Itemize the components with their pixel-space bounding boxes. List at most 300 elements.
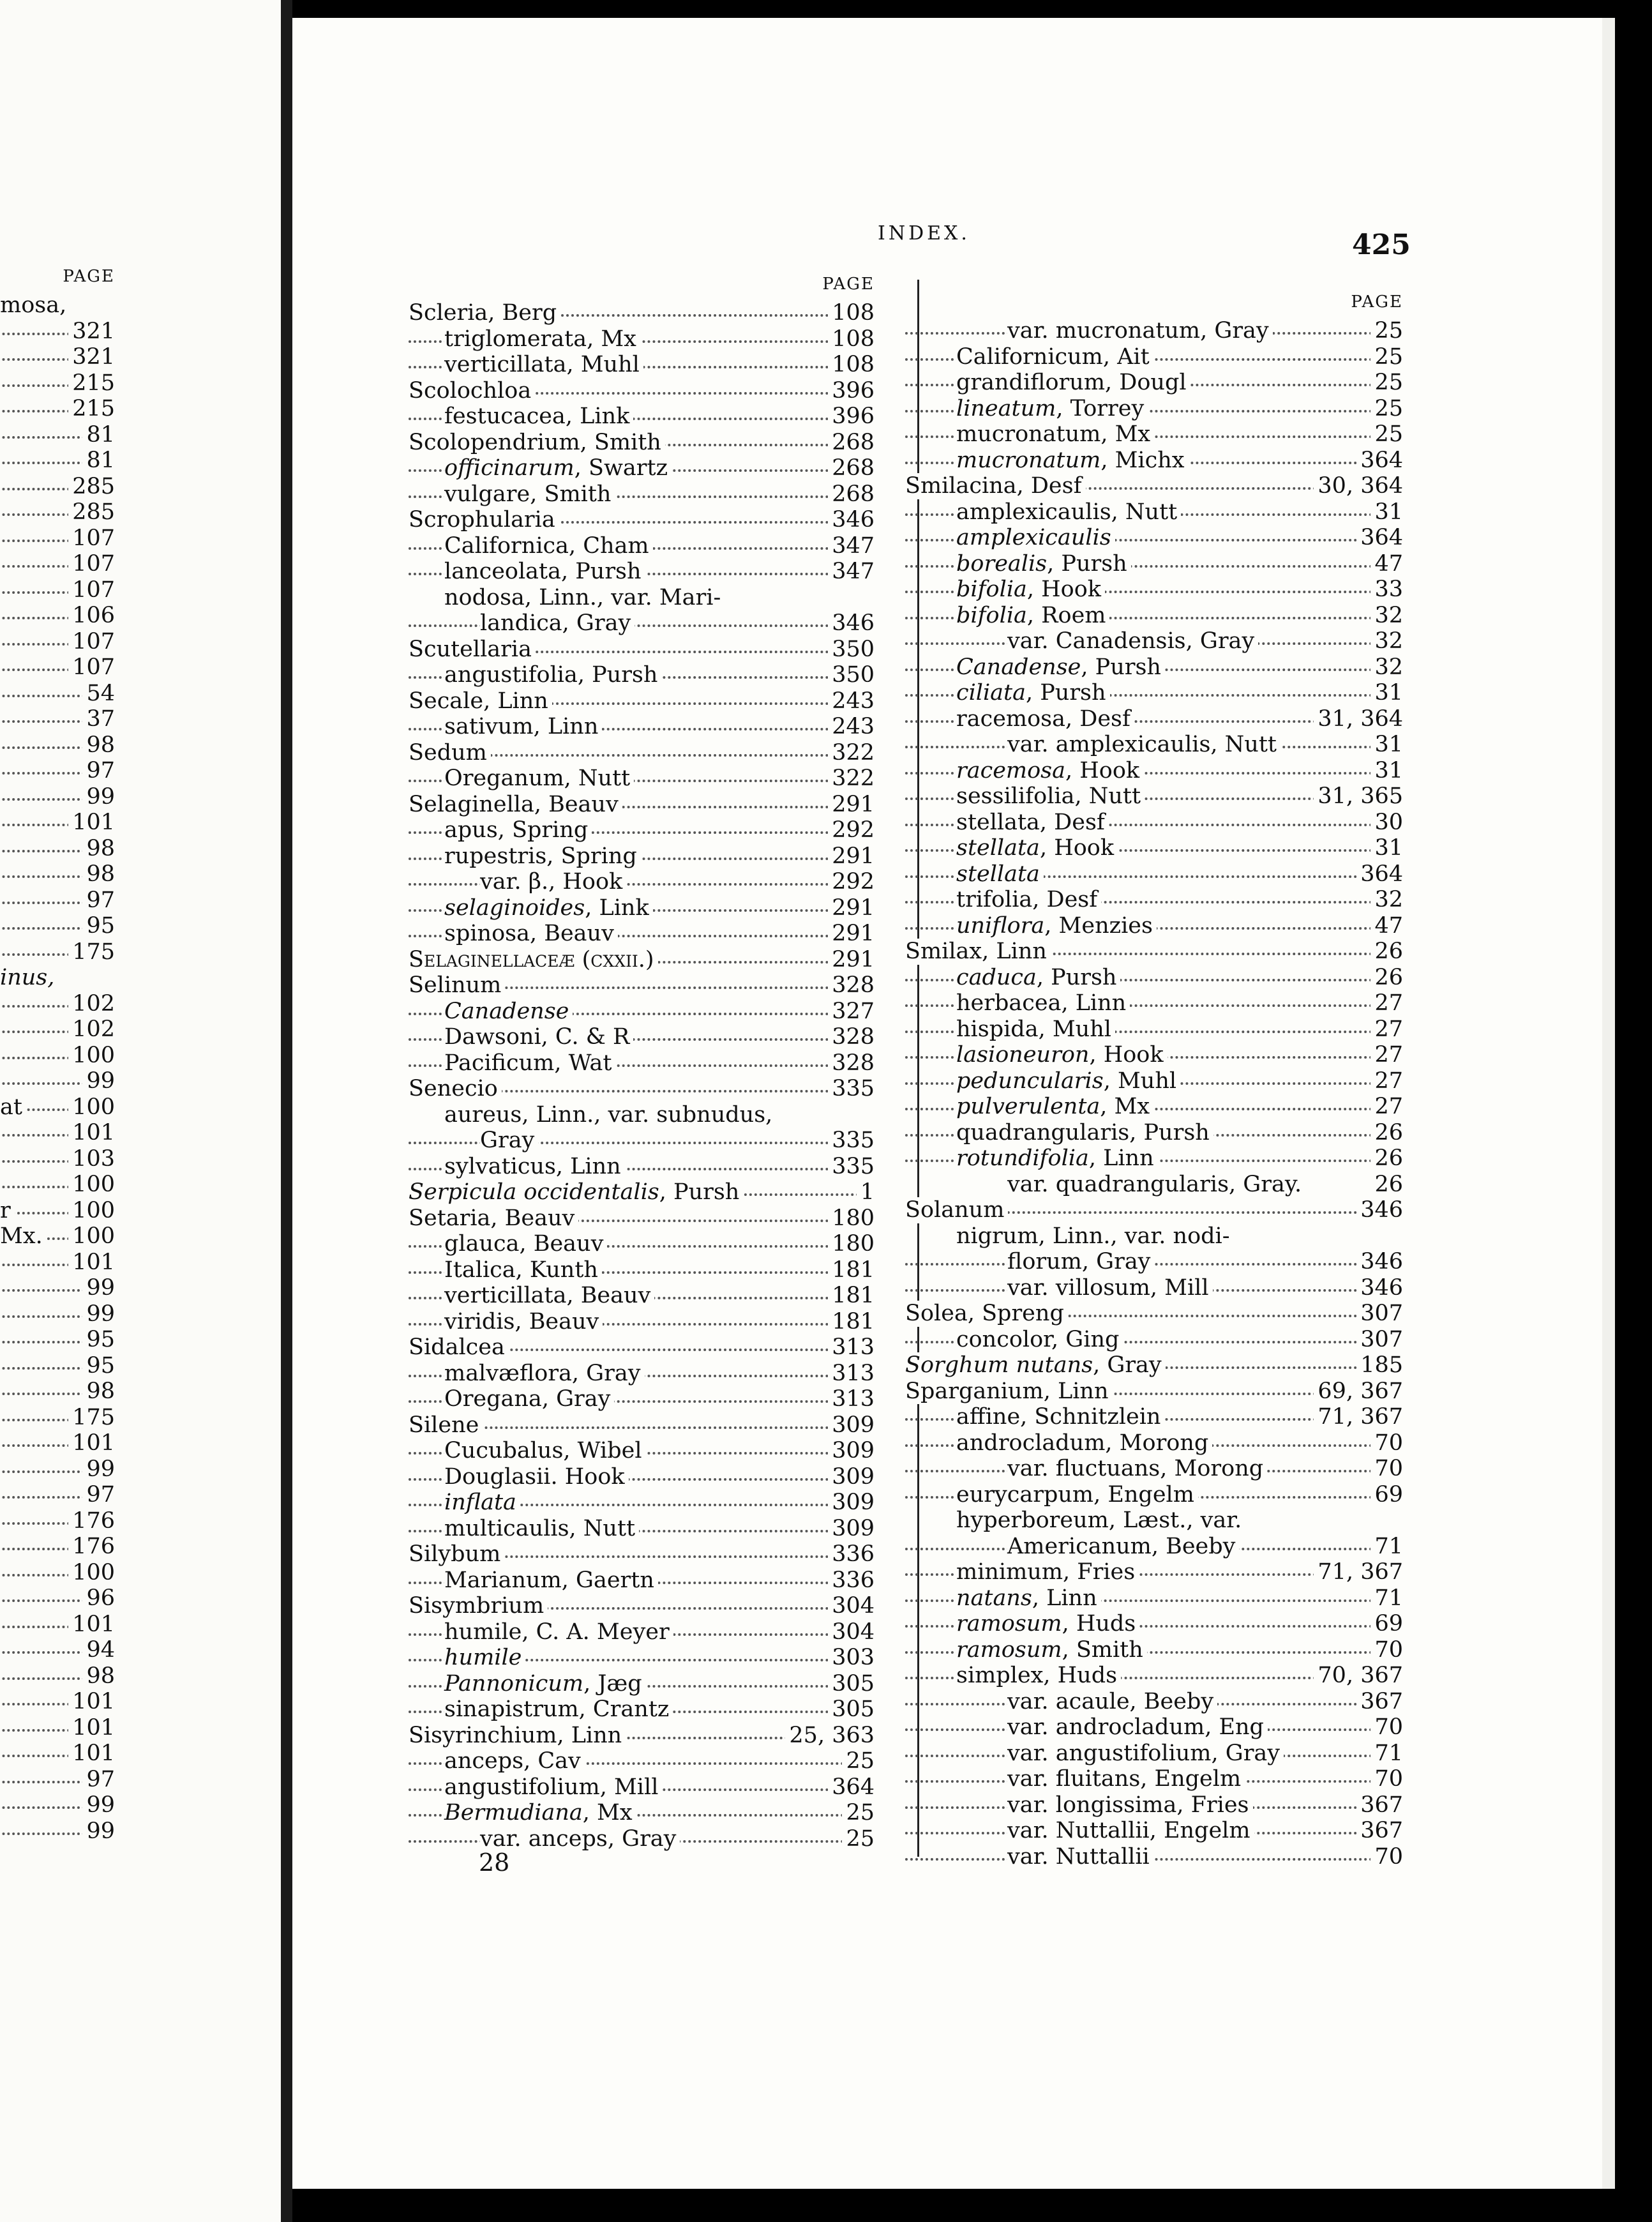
entry-term: Canadense, Pursh [956,654,1165,681]
index-entry [905,810,1403,836]
index-entry [409,1826,875,1852]
left-page-entry [0,706,115,732]
entry-term: Smilacina, Desf [905,473,1086,499]
left-page-entry [0,991,115,1017]
entry-page-ref: 99 [82,1792,115,1818]
index-entry [409,533,875,559]
left-page-entry [0,913,115,939]
entry-term: sativum, Linn [444,714,602,740]
left-page-entry [0,1379,115,1405]
left-page-entry [0,292,115,319]
entry-page-ref: 98 [82,861,115,888]
entry-page-ref: 107 [68,629,115,655]
entry-page-ref: 181 [828,1309,875,1335]
entry-page-ref: 98 [82,1663,115,1689]
entry-page-ref: 180 [828,1205,875,1232]
index-entry [905,628,1403,654]
index-entry [409,869,875,895]
index-entry [409,1179,875,1205]
entry-page-ref: 291 [828,843,875,870]
index-entry [905,1844,1403,1870]
entry-page-ref: 26 [1370,939,1403,965]
left-page-entry [0,1663,115,1689]
entry-term: Marianum, Gaertn [444,1568,658,1594]
entry-term: viridis, Beauv [444,1309,603,1335]
entry-term: verticillata, Beauv [444,1283,654,1309]
entry-page-ref: 100 [68,1172,115,1198]
entry-page-ref: 31 [1370,680,1403,706]
entry-term: var. villosum, Mill [1007,1275,1213,1301]
entry-term: Senecio [409,1076,502,1102]
entry-term: trifolia, Desf [956,887,1101,913]
entry-term: peduncularis, Muhl [956,1068,1180,1094]
entry-page-ref: 292 [828,817,875,843]
entry-page-ref: 243 [828,714,875,740]
entry-page-ref: 101 [68,810,115,836]
left-page-entry [0,888,115,914]
left-page-entry [0,758,115,784]
entry-term: var. amplexicaulis, Nutt [1007,732,1280,758]
entry-page-ref: 102 [68,991,115,1017]
entry-page-ref: 31, 365 [1314,783,1403,810]
entry-page-ref: 30 [1370,810,1403,836]
entry-term: var. androcladum, Eng [1007,1714,1268,1741]
entry-page-ref: 70 [1370,1844,1403,1870]
index-entry [409,714,875,740]
entry-page-ref: 313 [828,1361,875,1387]
index-entry [409,1283,875,1309]
entry-page-ref: 31 [1370,499,1403,525]
entry-page-ref: 71, 367 [1314,1404,1403,1430]
index-entry [409,404,875,430]
entry-term: Oreganum, Nutt [444,766,634,792]
left-page-entry [0,654,115,681]
entry-term: Smilax, Linn [905,939,1051,965]
left-page-entry [0,422,115,448]
index-entry [409,1748,875,1774]
left-page-entry [0,1146,115,1172]
index-entry [905,965,1403,991]
entry-page-ref: 309 [828,1412,875,1439]
entry-term: Scleria, Berg [409,300,560,326]
index-entry [409,378,875,404]
entry-term: sinapistrum, Crantz [444,1697,673,1723]
entry-page-ref: 285 [68,499,115,525]
entry-page-ref: 33 [1370,577,1403,603]
entry-page-ref: 99 [82,1275,115,1301]
entry-term: angustifolia, Pursh [444,662,661,688]
entry-page-ref: 305 [828,1697,875,1723]
entry-term-fragment: at [0,1094,26,1121]
entry-page-ref: 215 [68,396,115,422]
entry-page-ref: 285 [68,474,115,500]
entry-page-ref: 54 [82,681,115,707]
entry-page-ref: 71 [1370,1741,1403,1767]
left-page-entry [0,1120,115,1146]
index-entry [905,1714,1403,1741]
index-entry [905,1172,1403,1198]
entry-page-ref: 268 [828,481,875,508]
left-page-entry [0,681,115,707]
entry-term: quadrangularis, Pursh [956,1120,1213,1146]
left-page-entry [0,1767,115,1793]
entry-term: uniflora, Menzies [956,913,1157,939]
entry-page-ref: 71 [1370,1585,1403,1612]
entry-term: Sidalcea [409,1334,509,1361]
left-page-entry [0,1405,115,1431]
entry-term: landica, Gray [480,610,635,637]
index-entry [905,939,1403,965]
entry-page-ref: 176 [68,1508,115,1534]
entry-page-ref: 94 [82,1637,115,1663]
entry-page-ref: 81 [82,422,115,448]
index-entry [905,1482,1403,1508]
entry-term: sylvaticus, Linn [444,1154,625,1180]
entry-page-ref: 180 [828,1231,875,1257]
left-page-entry [0,1327,115,1353]
index-entry [409,1541,875,1568]
entry-term: triglomerata, Mx [444,326,640,352]
entry-term: anceps, Cav [444,1748,585,1774]
index-entry [409,1516,875,1542]
entry-term: stellata, Desf [956,810,1109,836]
entry-page-ref: 103 [68,1146,115,1172]
index-entry [905,318,1403,344]
entry-page-ref: 335 [828,1154,875,1180]
entry-term: vulgare, Smith [444,481,615,508]
entry-page-ref: 327 [828,999,875,1025]
index-entry [905,1094,1403,1120]
left-page-entry [0,525,115,552]
entry-page-ref: 101 [68,1120,115,1146]
index-entry [409,1671,875,1697]
entry-term: Sisyrinchium, Linn [409,1723,626,1749]
entry-page-ref: 69 [1370,1482,1403,1508]
entry-term: affine, Schnitzlein [956,1404,1164,1430]
entry-term: rupestris, Spring [444,843,641,870]
entry-page-ref: 336 [828,1568,875,1594]
index-entry [409,481,875,508]
entry-page-ref: 27 [1370,1042,1403,1068]
index-entry [409,1568,875,1594]
index-entry [905,1741,1403,1767]
index-entry [409,1464,875,1490]
entry-term-fragment: mosa, [0,292,70,319]
entry-page-ref: 215 [68,370,115,397]
index-entry [409,1334,875,1361]
entry-term: minimum, Fries [956,1559,1139,1585]
index-entry [905,1404,1403,1430]
entry-page-ref: 101 [68,1715,115,1741]
entry-term: nigrum, Linn., var. nodi- [956,1223,1234,1250]
entry-page-ref: 70 [1370,1456,1403,1482]
entry-page-ref: 367 [1356,1818,1403,1844]
entry-page-ref: 70, 367 [1314,1663,1403,1689]
entry-term: ciliata, Pursh [956,680,1110,706]
entry-page-ref: 108 [828,326,875,352]
entry-page-ref: 69, 367 [1314,1379,1403,1405]
left-page-entry [0,1818,115,1845]
entry-page-ref: 243 [828,688,875,714]
index-entry [905,1068,1403,1094]
entry-page-ref: 31 [1370,758,1403,784]
index-entry [905,783,1403,810]
entry-page-ref: 27 [1370,1094,1403,1120]
index-entry [905,551,1403,577]
left-page-entry [0,1017,115,1043]
entry-term: var. fluctuans, Morong [1007,1456,1267,1482]
index-entry [409,1774,875,1801]
index-entry [409,766,875,792]
index-entry [409,817,875,843]
entry-term: Serpicula occidentalis, Pursh [409,1179,743,1205]
left-page-entry [0,1637,115,1663]
entry-page-ref: 347 [828,559,875,585]
entry-page-ref: 99 [82,1456,115,1483]
index-entry [905,887,1403,913]
index-entry [905,990,1403,1017]
index-entry [905,1792,1403,1818]
index-entry [905,1430,1403,1456]
entry-term: stellata [956,861,1044,888]
index-entry [409,1257,875,1283]
entry-page-ref: 321 [68,344,115,370]
entry-page-ref: 70 [1370,1714,1403,1741]
entry-page-ref: 98 [82,836,115,862]
entry-term: var. quadrangularis, Gray. [1007,1172,1305,1198]
entry-term: var. Nuttallii, Engelm [1007,1818,1254,1844]
entry-page-ref: 181 [828,1283,875,1309]
scan-border-top [292,0,1652,18]
left-page-entry [0,1275,115,1301]
entry-page-ref: 336 [828,1541,875,1568]
entry-page-ref: 309 [828,1490,875,1516]
entry-term: Silene [409,1412,483,1439]
entry-term: racemosa, Desf [956,706,1134,732]
entry-page-ref: 70 [1370,1430,1403,1456]
entry-page-ref: 100 [68,1094,115,1121]
entry-term: humile [444,1645,525,1671]
entry-term: inflata [444,1490,520,1516]
left-page-entry [0,861,115,888]
entry-page-ref: 101 [68,1250,115,1276]
index-entry [905,1456,1403,1482]
entry-term: Sorghum nutans, Gray [905,1352,1166,1379]
left-page-entry [0,965,115,991]
entry-page-ref: 26 [1370,1120,1403,1146]
entry-term: amplexicaulis, Nutt [956,499,1181,525]
entry-term: amplexicaulis [956,525,1115,551]
index-entry [905,1534,1403,1560]
entry-term-fragment: inus, [0,965,58,991]
entry-page-ref: 37 [82,706,115,732]
entry-page-ref: 364 [1356,861,1403,888]
left-page-fragment [0,0,281,2222]
index-entry [905,421,1403,448]
left-page-entry [0,1715,115,1741]
left-page-entry [0,732,115,759]
entry-term: lanceolata, Pursh [444,559,645,585]
index-entry [905,370,1403,396]
index-entry [905,1818,1403,1844]
entry-page-ref: 25 [1370,370,1403,396]
left-page-index-column [0,261,115,1844]
entry-page-ref: 95 [82,1327,115,1353]
entry-term: malvæflora, Gray [444,1361,645,1387]
entry-page-ref: 96 [82,1585,115,1612]
entry-page-ref: 25 [1370,396,1403,422]
entry-term-fragment: Mx. [0,1223,47,1250]
index-entry [409,1231,875,1257]
index-entry [905,913,1403,939]
index-entry [905,396,1403,422]
entry-term: var. β., Hook [480,869,626,895]
entry-page-ref: 346 [1356,1197,1403,1223]
entry-page-ref: 100 [68,1560,115,1586]
index-entry [905,473,1403,499]
entry-term: hispida, Muhl [956,1017,1115,1043]
entry-page-ref: 305 [828,1671,875,1697]
entry-term: Solanum [905,1197,1008,1223]
entry-page-ref: 367 [1356,1792,1403,1818]
entry-term: Cucubalus, Wibel [444,1438,646,1464]
entry-term: var. longissima, Fries [1007,1792,1253,1818]
entry-page-ref: 346 [1356,1249,1403,1275]
left-page-entry [0,629,115,655]
entry-page-ref: 268 [828,455,875,481]
index-entry [409,1128,875,1154]
entry-term: pulverulenta, Mx [956,1094,1153,1120]
index-entry [409,947,875,973]
index-entry [905,1352,1403,1379]
entry-page-ref: 175 [68,939,115,965]
entry-page-ref: 309 [828,1464,875,1490]
left-page-entry [0,784,115,810]
entry-page-ref: 31 [1370,835,1403,861]
entry-term: Setaria, Beauv [409,1205,578,1232]
index-entry [409,921,875,947]
entry-page-ref: 350 [828,637,875,663]
index-entry [409,688,875,714]
entry-term: eurycarpum, Engelm [956,1482,1198,1508]
entry-term: Selaginellaceæ (cxxii.) [409,947,658,973]
entry-term: hyperboreum, Læst., var. [956,1508,1245,1534]
entry-page-ref: 185 [1356,1352,1403,1379]
entry-page-ref: 307 [1356,1301,1403,1327]
left-page-entry [0,1250,115,1276]
entry-page-ref: 304 [828,1593,875,1619]
entry-term: Bermudiana, Mx [444,1800,636,1826]
entry-term: festucacea, Link [444,404,633,430]
entry-page-ref: 47 [1370,551,1403,577]
index-entry [409,895,875,921]
entry-page-ref: 25 [842,1826,875,1852]
left-page-entry [0,319,115,345]
left-page-entry [0,370,115,397]
left-page-entry [0,474,115,500]
entry-page-ref: 98 [82,732,115,759]
entry-term: var. angustifolium, Gray [1007,1741,1284,1767]
entry-term: Sisymbrium [409,1593,548,1619]
entry-page-ref: 101 [68,1689,115,1715]
entry-page-ref: 335 [828,1128,875,1154]
entry-page-ref: 176 [68,1534,115,1560]
entry-term: Pannonicum, Jæg [444,1671,646,1697]
entry-page-ref: 101 [68,1430,115,1456]
index-entry [905,835,1403,861]
entry-page-ref: 99 [82,1301,115,1327]
index-entry [409,740,875,766]
entry-page-ref: 101 [68,1612,115,1638]
entry-page-ref: 106 [68,603,115,629]
entry-page-ref: 99 [82,784,115,810]
entry-term: verticillata, Muhl [444,352,643,378]
index-entry [409,507,875,533]
entry-term: ramosum, Smith [956,1637,1147,1663]
index-entry [905,344,1403,370]
entry-page-ref: 27 [1370,990,1403,1017]
entry-page-ref: 98 [82,1379,115,1405]
index-entry [905,1766,1403,1792]
index-entry [409,610,875,637]
index-entry [409,1154,875,1180]
entry-page-ref: 32 [1370,628,1403,654]
entry-page-ref: 313 [828,1386,875,1412]
left-page-entry [0,1043,115,1069]
entry-term: Douglasii. Hook [444,1464,629,1490]
entry-page-ref: 364 [1356,448,1403,474]
left-page-entry [0,1456,115,1483]
entry-page-ref: 107 [68,577,115,603]
index-entry [409,1309,875,1335]
entry-page-ref: 328 [828,1024,875,1050]
index-entry [905,1327,1403,1353]
entry-page-ref: 1 [857,1179,875,1205]
index-entry [905,1120,1403,1146]
index-entry [905,1663,1403,1689]
entry-term: Scutellaria [409,637,536,663]
entry-page-ref: 346 [828,507,875,533]
entry-page-ref: 307 [1356,1327,1403,1353]
entry-page-ref: 291 [828,895,875,921]
index-entry [409,792,875,818]
column-page-label: PAGE [822,275,875,294]
entry-term: bifolia, Hook [956,577,1105,603]
entry-term: spinosa, Beauv [444,921,618,947]
entry-term: var. Canadensis, Gray [1007,628,1258,654]
entry-page-ref: 328 [828,1050,875,1077]
index-entry [905,1611,1403,1637]
entry-page-ref: 99 [82,1068,115,1094]
index-entry [409,1361,875,1387]
entry-page-ref: 322 [828,740,875,766]
index-entry [905,680,1403,706]
entry-page-ref: 107 [68,551,115,577]
left-page-entry [0,1353,115,1379]
index-entry [905,1197,1403,1223]
index-entry [905,1223,1403,1250]
entry-page-ref: 321 [68,319,115,345]
entry-term-fragment: r [0,1198,15,1224]
index-entry [905,525,1403,551]
index-entry [409,1050,875,1077]
left-page-entry [0,1068,115,1094]
entry-term: Californica, Cham [444,533,653,559]
entry-term: Sedum [409,740,491,766]
entry-term: Gray [480,1128,538,1154]
index-entry [905,861,1403,888]
index-entry [409,585,875,611]
